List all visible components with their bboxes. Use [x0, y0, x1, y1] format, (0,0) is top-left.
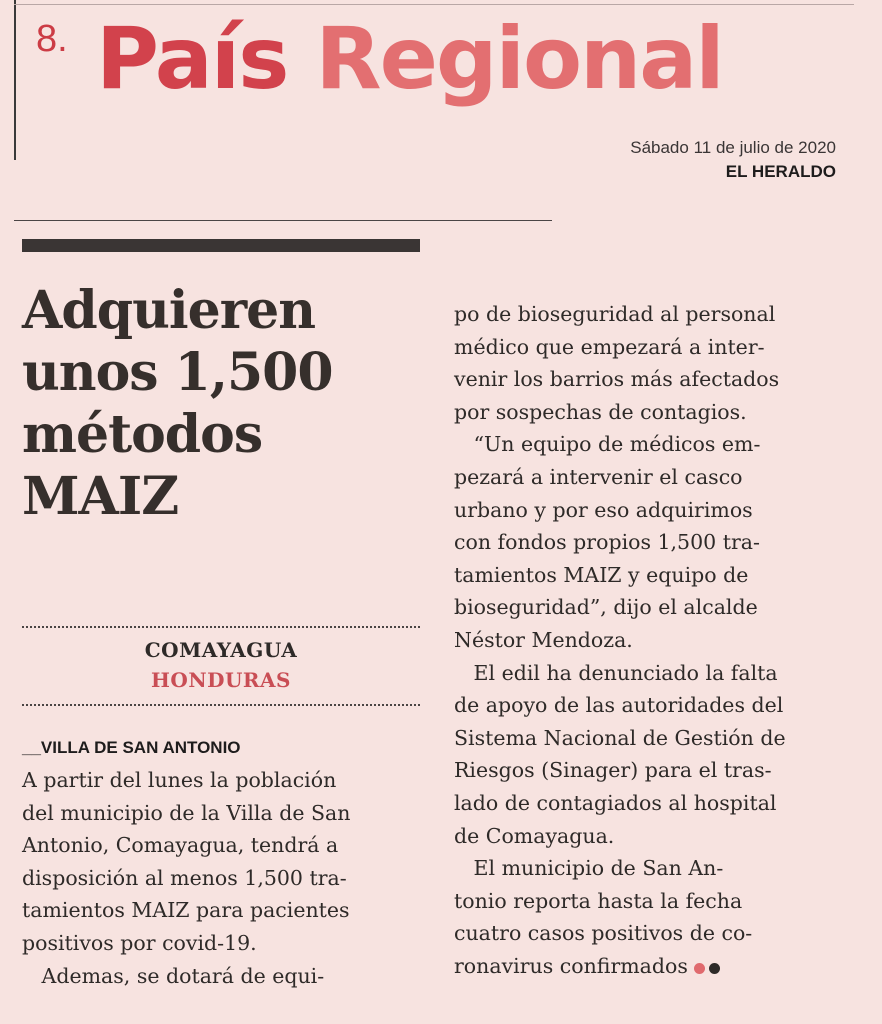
body-line: Antonio, Comayagua, tendrá a — [22, 833, 339, 858]
headline-line: MAIZ — [22, 466, 179, 527]
header-vertical-rule — [14, 0, 16, 160]
body-line: El municipio de San An- — [454, 856, 724, 881]
body-line: de Comayagua. — [454, 823, 615, 848]
body-line: Riesgos (Sinager) para el tras- — [454, 758, 772, 783]
article-headline — [22, 280, 422, 528]
section-title — [96, 4, 723, 116]
headline-line: unos 1,500 — [22, 342, 333, 403]
dateline-text: VILLA DE SAN ANTONIO — [40, 738, 241, 757]
end-dot-red — [694, 963, 705, 974]
body-line: Néstor Mendoza. — [454, 627, 633, 652]
body-line: El edil ha denunciado la falta — [454, 660, 778, 685]
body-line: positivos por covid-19. — [22, 930, 257, 955]
body-line: po de bioseguridad al personal — [454, 302, 776, 326]
bleed-through-text — [150, 150, 172, 225]
header-bottom-rule — [14, 220, 552, 221]
issue-date: Sábado 11 de julio de 2020 — [630, 138, 836, 157]
headline-line: métodos — [22, 404, 263, 465]
headline-line: Adquieren — [22, 280, 315, 341]
publication-name: EL HERALDO — [725, 162, 836, 181]
body-line: del municipio de la Villa de San — [22, 800, 351, 825]
headline-top-bar — [22, 239, 420, 252]
body-line: lado de contagiados al hospital — [454, 790, 777, 815]
dateline-dash: __ — [22, 738, 41, 757]
page-number: 8. — [36, 18, 68, 60]
location-country: HONDURAS — [151, 668, 291, 692]
body-line: venir los barrios más afectados — [454, 367, 780, 392]
body-line: de apoyo de las autoridades del — [454, 693, 784, 718]
article-column-right — [454, 298, 854, 984]
end-dot-dark — [709, 963, 720, 974]
body-line: médico que empezará a inter- — [454, 334, 765, 359]
dotted-divider — [22, 626, 420, 628]
body-line: Sistema Nacional de Gestión de — [454, 725, 786, 750]
body-line: A partir del lunes la población — [22, 768, 337, 792]
body-line: tamientos MAIZ y equipo de — [454, 562, 749, 587]
body-line: tamientos MAIZ para pacientes — [22, 898, 350, 923]
body-line: por sospechas de contagios. — [454, 399, 747, 424]
location-city: COMAYAGUA — [144, 638, 298, 662]
body-line: pezará a intervenir el casco — [454, 464, 743, 489]
section-title-part1: País — [96, 9, 288, 109]
body-line: con fondos propios 1,500 tra- — [454, 530, 760, 555]
body-line: “Un equipo de médicos em- — [454, 432, 761, 457]
body-line-last — [454, 950, 854, 984]
body-line: urbano y por eso adquirimos — [454, 497, 753, 522]
body-line: tonio reporta hasta la fecha — [454, 888, 743, 913]
dotted-divider — [22, 704, 420, 706]
section-title-part2: Regional — [315, 9, 723, 109]
end-of-article-dots-icon — [694, 951, 724, 984]
body-line-final-text: ronavirus confirmados — [454, 953, 688, 978]
body-line: disposición al menos 1,500 tra- — [22, 865, 347, 890]
article-column-left — [22, 764, 422, 992]
article-dateline — [22, 738, 241, 758]
body-line: cuatro casos positivos de co- — [454, 921, 753, 946]
body-line: bioseguridad”, dijo el alcalde — [454, 595, 758, 620]
body-line: Ademas, se dotará de equi- — [22, 963, 325, 988]
